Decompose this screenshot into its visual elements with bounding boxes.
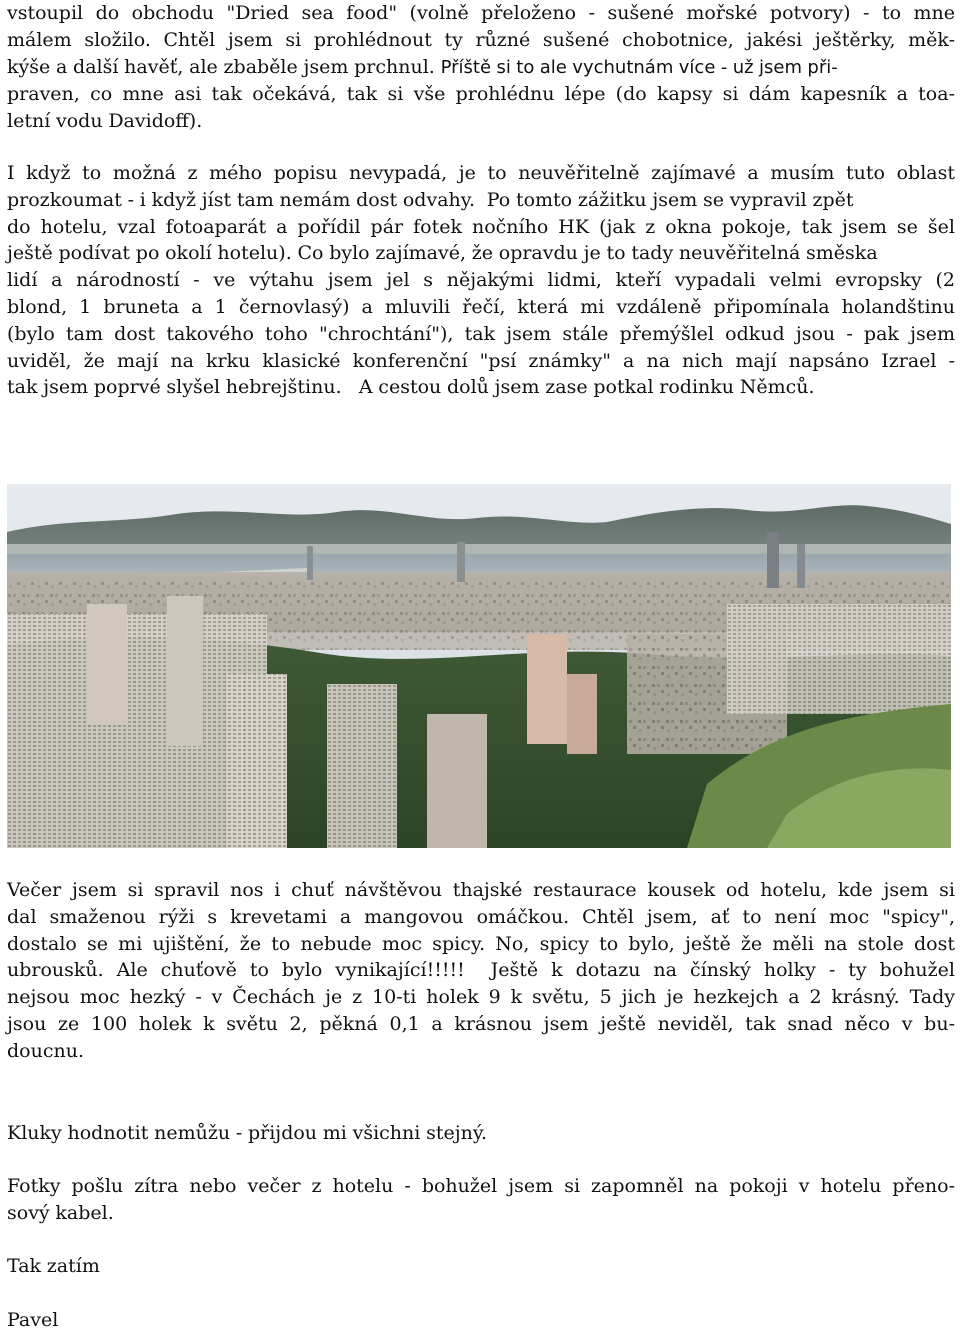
text-line: do hotelu, vzal fotoaparát a pořídil pár fotek nočního HK (jak z okna pokoje, tak jsem se šel (7, 215, 955, 238)
text-line: ubrousků. Ale chuťově to bylo vynikající!!!!! Ještě k dotazu na čínský holky - ty bohužel (7, 959, 955, 982)
text-line: Kluky hodnotit nemůžu - přijdou mi všichni stejný. (7, 1122, 488, 1144)
text-line: jsou ze 100 holek k světu 2, pěkná 0,1 a krásnou jsem ještě neviděl, tak snad něco v bu- (7, 1012, 955, 1035)
closing-line (7, 1253, 955, 1280)
text-line: praven, co mne asi tak očekává, tak si vše prohlédnu lépe (do kapsy si dám kapesník a toa- (7, 83, 955, 106)
text-line: Tak zatím (7, 1255, 100, 1277)
text-fragment-sans: Příště si to ale vychutnám více - už jsem při- (440, 56, 838, 78)
paragraph-4 (7, 1120, 955, 1147)
text-line-mixed (7, 240, 955, 267)
paragraph-1 (7, 0, 955, 135)
text-line: doucnu. (7, 1039, 84, 1062)
paragraph-5 (7, 1173, 955, 1227)
text-line: lidí a národností - ve výtahu jsem jel s nějakými lidmi, kteří vypadali velmi evropsky (2 (7, 269, 955, 292)
text-line: vstoupil do obchodu "Dried sea food" (volně přeloženo - sušené mořské potvory) - to mne (7, 2, 955, 24)
text-line: Večer jsem si spravil nos i chuť návštěvou thajské restaurace kousek od hotelu, kde jsem si (7, 879, 955, 901)
signature-name (7, 1307, 955, 1334)
text-line: Fotky pošlu zítra nebo večer z hotelu - bohužel jsem si zapomněl na pokoji v hotelu přeno- (7, 1175, 955, 1197)
text-line: sový kabel. (7, 1201, 114, 1224)
text-fragment: Po tomto zážitku jsem se vypravil zpět (486, 188, 854, 211)
text-line: tak jsem poprvé slyšel hebrejštinu. A cestou dolů jsem zase potkal rodinku Němců. (7, 376, 815, 399)
text-fragment: ještě podívat po okolí hotelu). (7, 242, 292, 265)
text-line: blond, 1 bruneta a 1 černovlasý) a mluvili řečí, která mi vzdáleně připomínala holandštinu (7, 295, 955, 318)
text-fragment: Co bylo zajímavé, že opravdu je to tady neuvěřitelná směska (297, 242, 878, 265)
text-line: dal smaženou rýži s krevetami a mangovou omáčkou. Chtěl jsem, ať to není moc "spicy", (7, 905, 955, 928)
text-line: letní vodu Davidoff). (7, 110, 203, 133)
text-line: I když to možná z mého popisu nevypadá, je to neuvěřitelně zajímavé a musím tuto oblast (7, 162, 955, 184)
text-line: uviděl, že mají na krku klasické konferenční "psí známky" a na nich mají napsáno Izrael - (7, 349, 955, 372)
text-line-mixed (7, 187, 955, 214)
text-line: (bylo tam dost takového toho "chrochtání"), tak jsem stále přemýšlel odkud jsou - pak jsem (7, 322, 955, 345)
cityscape-photo (7, 484, 951, 848)
text-line: dostalo se mi ujištění, že to nebude moc spicy. No, spicy to bylo, ještě že měli na stole dost (7, 932, 955, 955)
text-line: nejsou moc hezký - v Čechách je z 10-ti holek 9 k světu, 5 jich je hezkejch a 2 krásný. Tady (7, 986, 955, 1009)
text-fragment: prozkoumat - i když jíst tam nemám dost odvahy. (7, 188, 476, 211)
paragraph-2 (7, 160, 955, 401)
text-line-mixed (7, 54, 955, 82)
text-line: málem složilo. Chtěl jsem si prohlédnout ty různé sušené chobotnice, jakési ještěrky, měk- (7, 28, 955, 51)
text-line: Pavel (7, 1309, 59, 1331)
text-fragment: kýše a další havěť, ale zbaběle jsem prchnul. (7, 55, 435, 78)
paragraph-3 (7, 877, 955, 1065)
